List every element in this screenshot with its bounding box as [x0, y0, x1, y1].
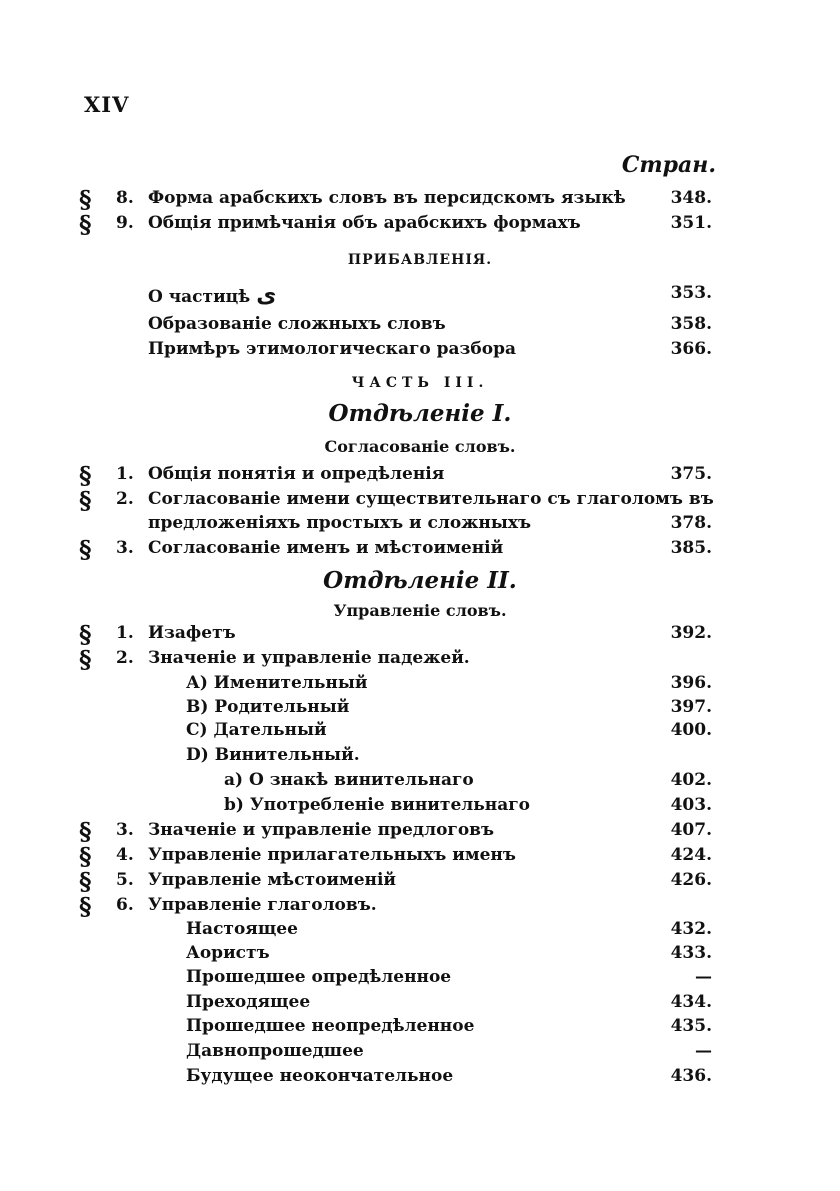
arabic-letter: ى	[256, 283, 277, 308]
entry-title: Прошедшее неопредѣленное	[186, 1016, 475, 1036]
section-sign: §	[79, 535, 92, 564]
toc-subentry	[0, 745, 840, 771]
toc-entry	[0, 210, 840, 239]
toc-subentry	[0, 943, 840, 969]
section-sign: §	[79, 486, 92, 515]
entry-title: А) Именительный	[186, 673, 368, 693]
section-sign: §	[79, 842, 92, 871]
entry-title: Примѣръ этимологическаго разбора	[148, 339, 516, 359]
entry-title: Будущее неокончательное	[186, 1066, 454, 1086]
entry-title: a) О знакѣ винительнаго	[224, 770, 474, 790]
entry-page: 436.	[670, 1066, 712, 1086]
entry-title: Общія примѣчанія объ арабскихъ формахъ	[148, 213, 581, 233]
toc-subentry	[0, 992, 840, 1018]
entry-title: Изафетъ	[148, 623, 236, 643]
entry-number: 5.	[116, 870, 134, 890]
toc-entry	[0, 314, 840, 340]
entry-page: 403.	[670, 795, 712, 815]
toc-subentry	[0, 673, 840, 699]
entry-title: Значеніе и управленіе падежей.	[148, 648, 470, 668]
entry-number: 8.	[116, 188, 134, 208]
toc-subentry	[0, 720, 840, 746]
toc-entry	[0, 817, 840, 846]
section-heading: Отдѣленіе I.	[328, 400, 512, 427]
page-column-label: Стран.	[621, 152, 716, 178]
entry-title: Общія понятія и опредѣленія	[148, 464, 445, 484]
toc-subentry	[0, 1016, 840, 1042]
toc-entry	[0, 283, 840, 309]
entry-number: 3.	[116, 538, 134, 558]
page-number: XIV	[84, 92, 130, 117]
section-heading: Отдѣленіе II.	[323, 567, 517, 594]
entry-title: Управленіе глаголовъ.	[148, 895, 377, 915]
appendix-heading: ПРИБАВЛЕНІЯ.	[347, 252, 493, 268]
entry-number: 4.	[116, 845, 134, 865]
entry-page: —	[695, 1041, 712, 1061]
entry-page: 434.	[670, 992, 712, 1012]
entry-page: 358.	[670, 314, 712, 334]
toc-entry	[0, 185, 840, 214]
entry-number: 6.	[116, 895, 134, 915]
section-subheading: Управленіе словъ.	[333, 601, 507, 620]
toc-subentry	[0, 770, 840, 796]
section-sign: §	[79, 210, 92, 239]
entry-page: 435.	[670, 1016, 712, 1036]
entry-page: 385.	[670, 538, 712, 558]
entry-number: 1.	[116, 464, 134, 484]
toc-entry	[0, 645, 840, 674]
toc-entry	[0, 339, 840, 365]
toc-entry	[0, 842, 840, 871]
section-sign: §	[79, 817, 92, 846]
entry-page: —	[695, 967, 712, 987]
entry-page: 392.	[670, 623, 712, 643]
toc-entry	[0, 535, 840, 564]
section-subheading: Согласованіе словъ.	[324, 437, 516, 456]
section-sign: §	[79, 892, 92, 921]
entry-title: предложеніяхъ простыхъ и сложныхъ	[148, 513, 532, 533]
section-sign: §	[79, 620, 92, 649]
entry-page: 375.	[670, 464, 712, 484]
section-sign: §	[79, 867, 92, 896]
entry-title: Настоящее	[186, 919, 298, 939]
entry-page: 432.	[670, 919, 712, 939]
toc-subentry	[0, 919, 840, 945]
entry-number: 9.	[116, 213, 134, 233]
entry-title: D) Винительный.	[186, 745, 360, 765]
entry-page: 366.	[670, 339, 712, 359]
part-heading: ЧАСТЬ III.	[351, 375, 489, 391]
entry-title: О частицѣ ى	[148, 283, 277, 308]
entry-title: Преходящее	[186, 992, 311, 1012]
entry-page: 400.	[670, 720, 712, 740]
entry-number: 1.	[116, 623, 134, 643]
toc-entry	[0, 461, 840, 490]
toc-subentry	[0, 1066, 840, 1092]
entry-number: 3.	[116, 820, 134, 840]
toc-subentry	[0, 1041, 840, 1067]
entry-page: 397.	[670, 697, 712, 717]
entry-title: Давнопрошедшее	[186, 1041, 364, 1061]
toc-entry	[0, 867, 840, 896]
entry-page: 396.	[670, 673, 712, 693]
entry-page: 424.	[670, 845, 712, 865]
entry-title: b) Употребленіе винительнаго	[224, 795, 530, 815]
entry-page: 348.	[670, 188, 712, 208]
toc-entry-continuation	[0, 513, 840, 539]
section-sign: §	[79, 185, 92, 214]
section-sign: §	[79, 645, 92, 674]
toc-entry	[0, 486, 840, 515]
entry-title: Управленіе мѣстоименій	[148, 870, 397, 890]
entry-page: 426.	[670, 870, 712, 890]
entry-title: Согласованіе именъ и мѣстоименій	[148, 538, 504, 558]
entry-title: Аористъ	[186, 943, 270, 963]
toc-subentry	[0, 795, 840, 821]
toc-entry	[0, 892, 840, 921]
entry-page: 378.	[670, 513, 712, 533]
entry-title: Форма арабскихъ словъ въ персидскомъ языкѣ	[148, 188, 626, 208]
entry-title: С) Дательный	[186, 720, 327, 740]
entry-number: 2.	[116, 648, 134, 668]
entry-title: Образованіе сложныхъ словъ	[148, 314, 446, 334]
entry-page: 351.	[670, 213, 712, 233]
entry-title: В) Родительный	[186, 697, 350, 717]
toc-entry	[0, 620, 840, 649]
toc-subentry	[0, 967, 840, 993]
entry-title: Значеніе и управленіе предлоговъ	[148, 820, 495, 840]
entry-page: 407.	[670, 820, 712, 840]
entry-page: 402.	[670, 770, 712, 790]
entry-title: Прошедшее опредѣленное	[186, 967, 452, 987]
entry-page: 433.	[670, 943, 712, 963]
entry-title: Согласованіе имени существительнаго съ глаголомъ въ	[148, 489, 714, 509]
entry-number: 2.	[116, 489, 134, 509]
entry-title: Управленіе прилагательныхъ именъ	[148, 845, 516, 865]
entry-page: 353.	[670, 283, 712, 303]
section-sign: §	[79, 461, 92, 490]
